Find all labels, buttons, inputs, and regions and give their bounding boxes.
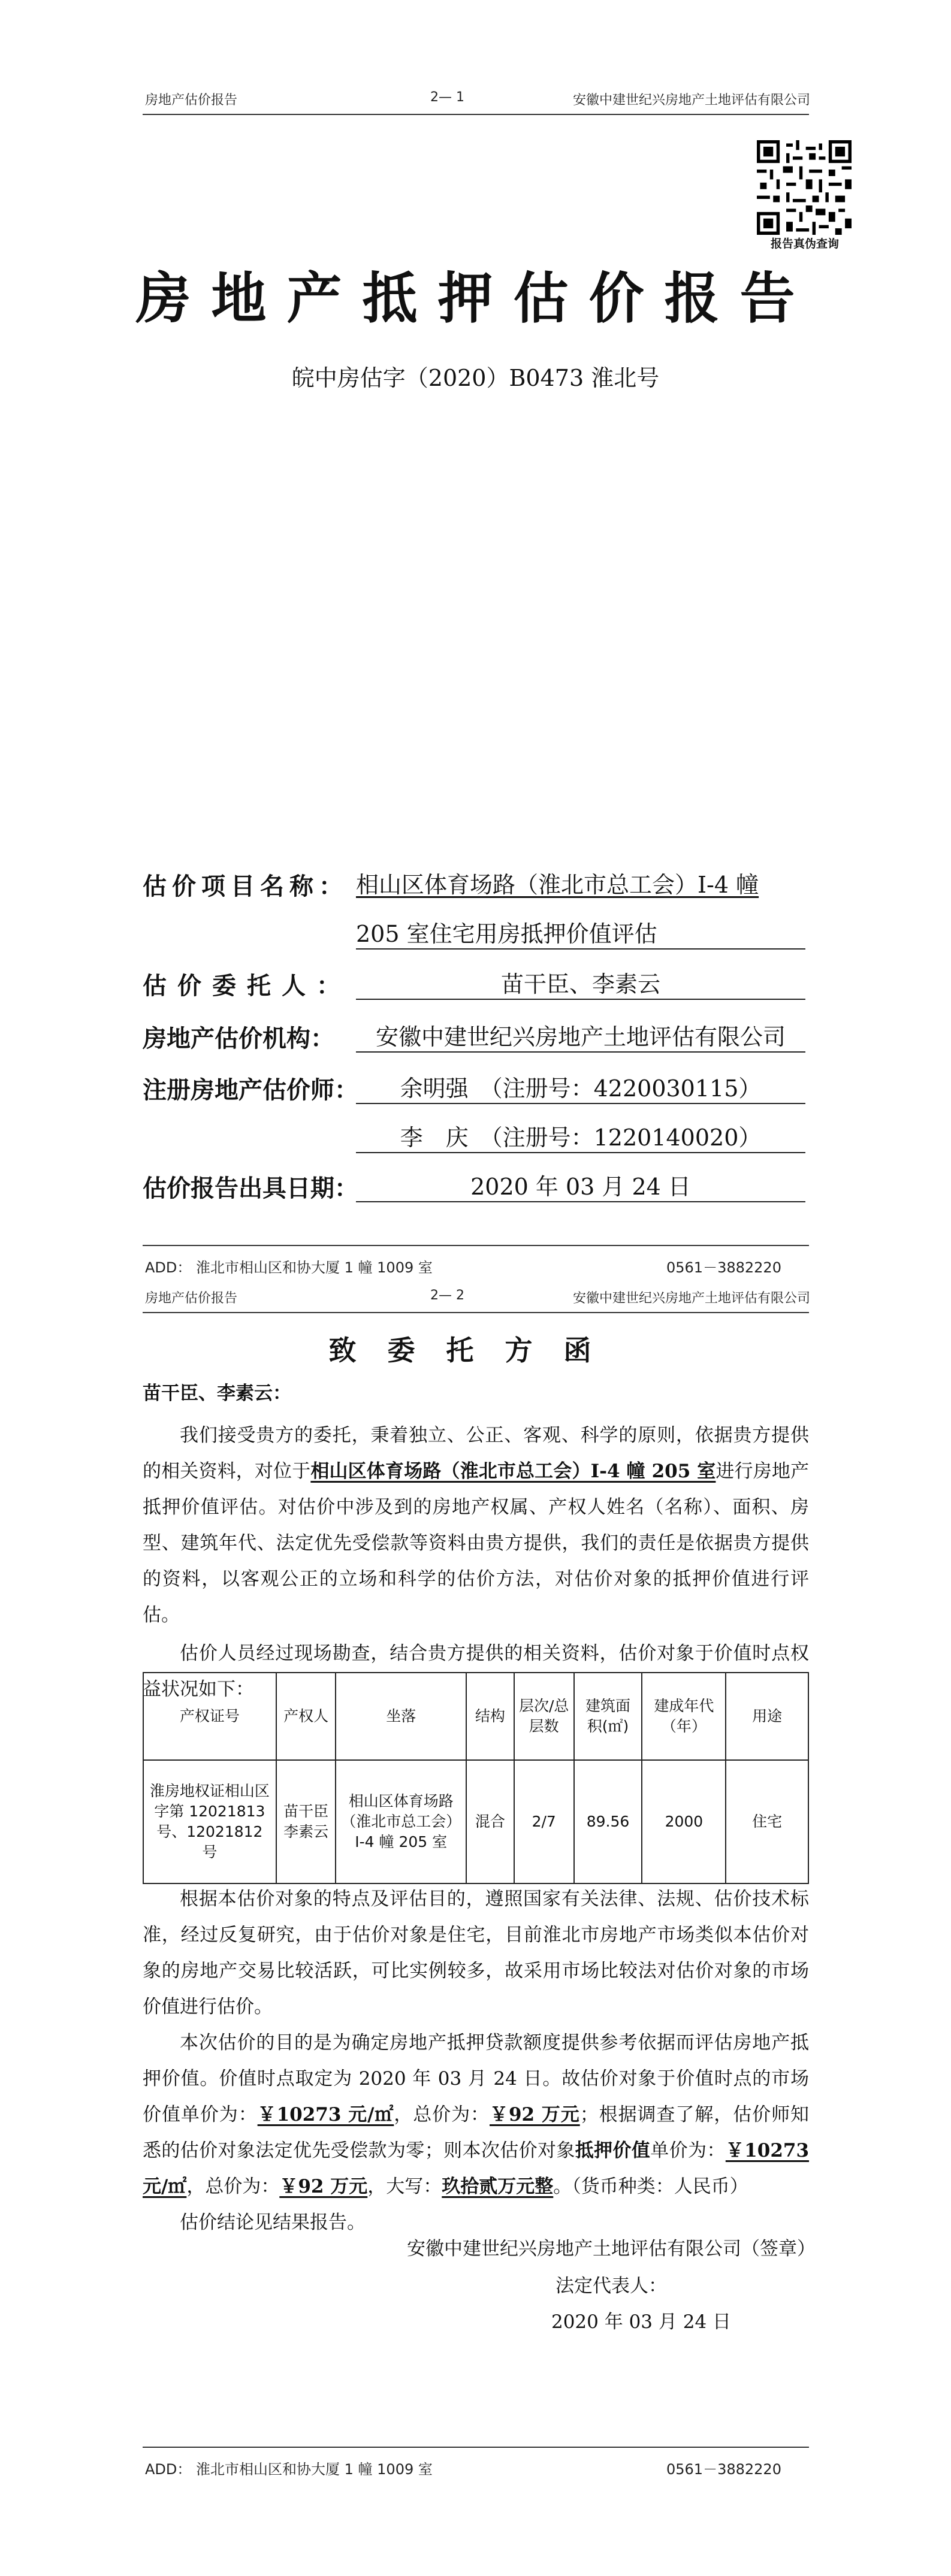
header-structure: 结构 bbox=[466, 1673, 514, 1760]
header-floor: 层次/总层数 bbox=[514, 1673, 574, 1760]
signature-company: 安徽中建世纪兴房地产土地评估有限公司（签章） bbox=[407, 2238, 816, 2260]
appraiser-2: 李 庆 （注册号：1220140020） bbox=[356, 1119, 805, 1153]
page1-footer-phone: 0561－3882220 bbox=[666, 1259, 781, 1276]
cell-structure: 混合 bbox=[466, 1760, 514, 1883]
table-header-row bbox=[143, 1673, 808, 1760]
value-paragraph bbox=[143, 2025, 809, 2205]
header-owner: 产权人 bbox=[276, 1673, 336, 1760]
report-number: 皖中房估字（2020）B0473 淮北号 bbox=[291, 365, 660, 391]
client-label: 估价委托人： bbox=[143, 972, 351, 1000]
cell-floor: 2/7 bbox=[514, 1760, 574, 1883]
project-value-line1: 相山区体育场路（淮北市总工会）I-4 幢 bbox=[356, 872, 759, 898]
header-location: 坐落 bbox=[336, 1673, 466, 1760]
date-value: 2020 年 03 月 24 日 bbox=[356, 1168, 805, 1202]
agency-label: 房地产估价机构： bbox=[143, 1025, 334, 1053]
value-text-a: 本次估价的目的是为确定房地产抵押贷款额度提供参考依据而评估房地产抵押价值。价值时点取定为 2020 年 03 月 24 日。故估价对象于价值时点的市场价值单价为： bbox=[143, 2032, 809, 2125]
qr-code-icon[interactable] bbox=[757, 140, 852, 235]
method-paragraph: 根据本估价对象的特点及评估目的，遵照国家有关法律、法规、估价技术标准，经过反复研究，由于估价对象是住宅，目前淮北市房地产市场类似本估价对象的房地产交易比较活跃，可比实例较多，故采用市场比较法对估价对象的市场价值进行估价。 bbox=[143, 1888, 809, 2018]
project-value-line2: 205 室住宅用房抵押价值评估 bbox=[356, 915, 805, 950]
market-unit-price: ￥10273 元/㎡ bbox=[257, 2104, 394, 2125]
cell-year: 2000 bbox=[642, 1760, 726, 1883]
price-in-words: 玖拾贰万元整 bbox=[442, 2176, 554, 2197]
property-table bbox=[143, 1672, 809, 1884]
page1-header-left: 房地产估价报告 bbox=[145, 93, 238, 108]
page1-footer-address: ADD： 淮北市相山区和协大厦 1 幢 1009 室 bbox=[145, 1259, 433, 1276]
intro-text-a: 我们接受贵方的委托，秉着独立、公正、客观、科学的原则，依据贵方提供的相关资料，对位于 bbox=[143, 1425, 809, 1482]
market-total-price: ￥92 万元 bbox=[490, 2104, 580, 2125]
survey-paragraph: 估价人员经过现场勘查，结合贵方提供的相关资料，估价对象于价值时点权益状况如下： bbox=[143, 1643, 809, 1700]
cell-owner: 苗干臣李素云 bbox=[276, 1760, 336, 1883]
header-year: 建成年代（年） bbox=[642, 1673, 726, 1760]
page2-footer-rule bbox=[143, 2447, 809, 2448]
intro-paragraph bbox=[143, 1417, 809, 1633]
cover-title: 房地产抵押估价报告 bbox=[135, 266, 816, 331]
value-text-f: ，大写： bbox=[367, 2176, 442, 2197]
page2-header-left: 房地产估价报告 bbox=[145, 1291, 238, 1306]
qr-caption: 报告真伪查询 bbox=[770, 237, 839, 250]
table-row bbox=[143, 1760, 808, 1883]
cell-cert: 淮房地权证相山区字第 12021813 号、12021812 号 bbox=[143, 1760, 276, 1883]
page2-footer-address: ADD： 淮北市相山区和协大厦 1 幢 1009 室 bbox=[145, 2461, 433, 2478]
letter-title: 致委托方函 bbox=[328, 1334, 623, 1366]
page2-header-page: 2— 2 bbox=[430, 1288, 464, 1303]
page2-header-rule bbox=[143, 1312, 809, 1313]
client-value: 苗干臣、李素云 bbox=[356, 966, 805, 1000]
mortgage-total-price: ￥92 万元 bbox=[279, 2176, 368, 2197]
project-label: 估价项目名称： bbox=[143, 873, 348, 900]
property-address: 相山区体育场路（淮北市总工会）I-4 幢 205 室 bbox=[310, 1461, 716, 1482]
page2-header-right: 安徽中建世纪兴房地产土地评估有限公司 bbox=[573, 1291, 811, 1306]
page1-header-rule bbox=[143, 114, 809, 115]
page2-footer-phone: 0561－3882220 bbox=[666, 2461, 781, 2478]
date-label: 估价报告出具日期： bbox=[143, 1175, 358, 1202]
header-usage: 用途 bbox=[726, 1673, 808, 1760]
closing-paragraph: 估价结论见结果报告。 bbox=[180, 2212, 366, 2233]
value-text-b: ，总价为： bbox=[394, 2104, 490, 2125]
cell-usage: 住宅 bbox=[726, 1760, 808, 1883]
cell-area: 89.56 bbox=[574, 1760, 642, 1883]
signature-representative: 法定代表人： bbox=[555, 2275, 667, 2297]
value-text-g: 。（货币种类：人民币） bbox=[553, 2176, 748, 2197]
mortgage-value-label: 抵押价值 bbox=[575, 2140, 651, 2161]
signature-date: 2020 年 03 月 24 日 bbox=[551, 2311, 732, 2333]
appraiser-1: 余明强 （注册号：4220030115） bbox=[356, 1070, 805, 1104]
page1-header-right: 安徽中建世纪兴房地产土地评估有限公司 bbox=[573, 93, 811, 108]
value-text-c: ；根据调查了解，估价师知悉的估价对象法定优先受偿款为零；则本次估价对象 bbox=[143, 2104, 810, 2161]
cell-location: 相山区体育场路（淮北市总工会）I-4 幢 205 室 bbox=[336, 1760, 466, 1883]
mortgage-unit-price: ￥10273 元/㎡ bbox=[143, 2140, 810, 2197]
agency-value: 安徽中建世纪兴房地产土地评估有限公司 bbox=[356, 1018, 805, 1053]
page1-footer-rule bbox=[143, 1245, 809, 1246]
intro-section bbox=[143, 1417, 809, 1707]
value-text-d: 单价为： bbox=[650, 2140, 726, 2161]
page1-header-page: 2— 1 bbox=[430, 90, 464, 105]
salutation: 苗干臣、李素云： bbox=[143, 1383, 291, 1404]
appraiser-label: 注册房地产估价师： bbox=[143, 1077, 358, 1104]
value-text-e: ，总价为： bbox=[186, 2176, 280, 2197]
header-area: 建筑面积(㎡) bbox=[574, 1673, 642, 1760]
conclusion-section bbox=[143, 1881, 809, 2241]
header-cert: 产权证号 bbox=[143, 1673, 276, 1760]
intro-text-c: 进行房地产抵押价值评估。对估价中涉及到的房地产权属、产权人姓名（名称）、面积、房型、建筑年代、法定优先受偿款等资料由贵方提供，我们的责任是依据贵方提供的资料，以客观公正的立场和科学的估价方法，对估价对象的抵押价值进行评估。 bbox=[143, 1461, 810, 1626]
